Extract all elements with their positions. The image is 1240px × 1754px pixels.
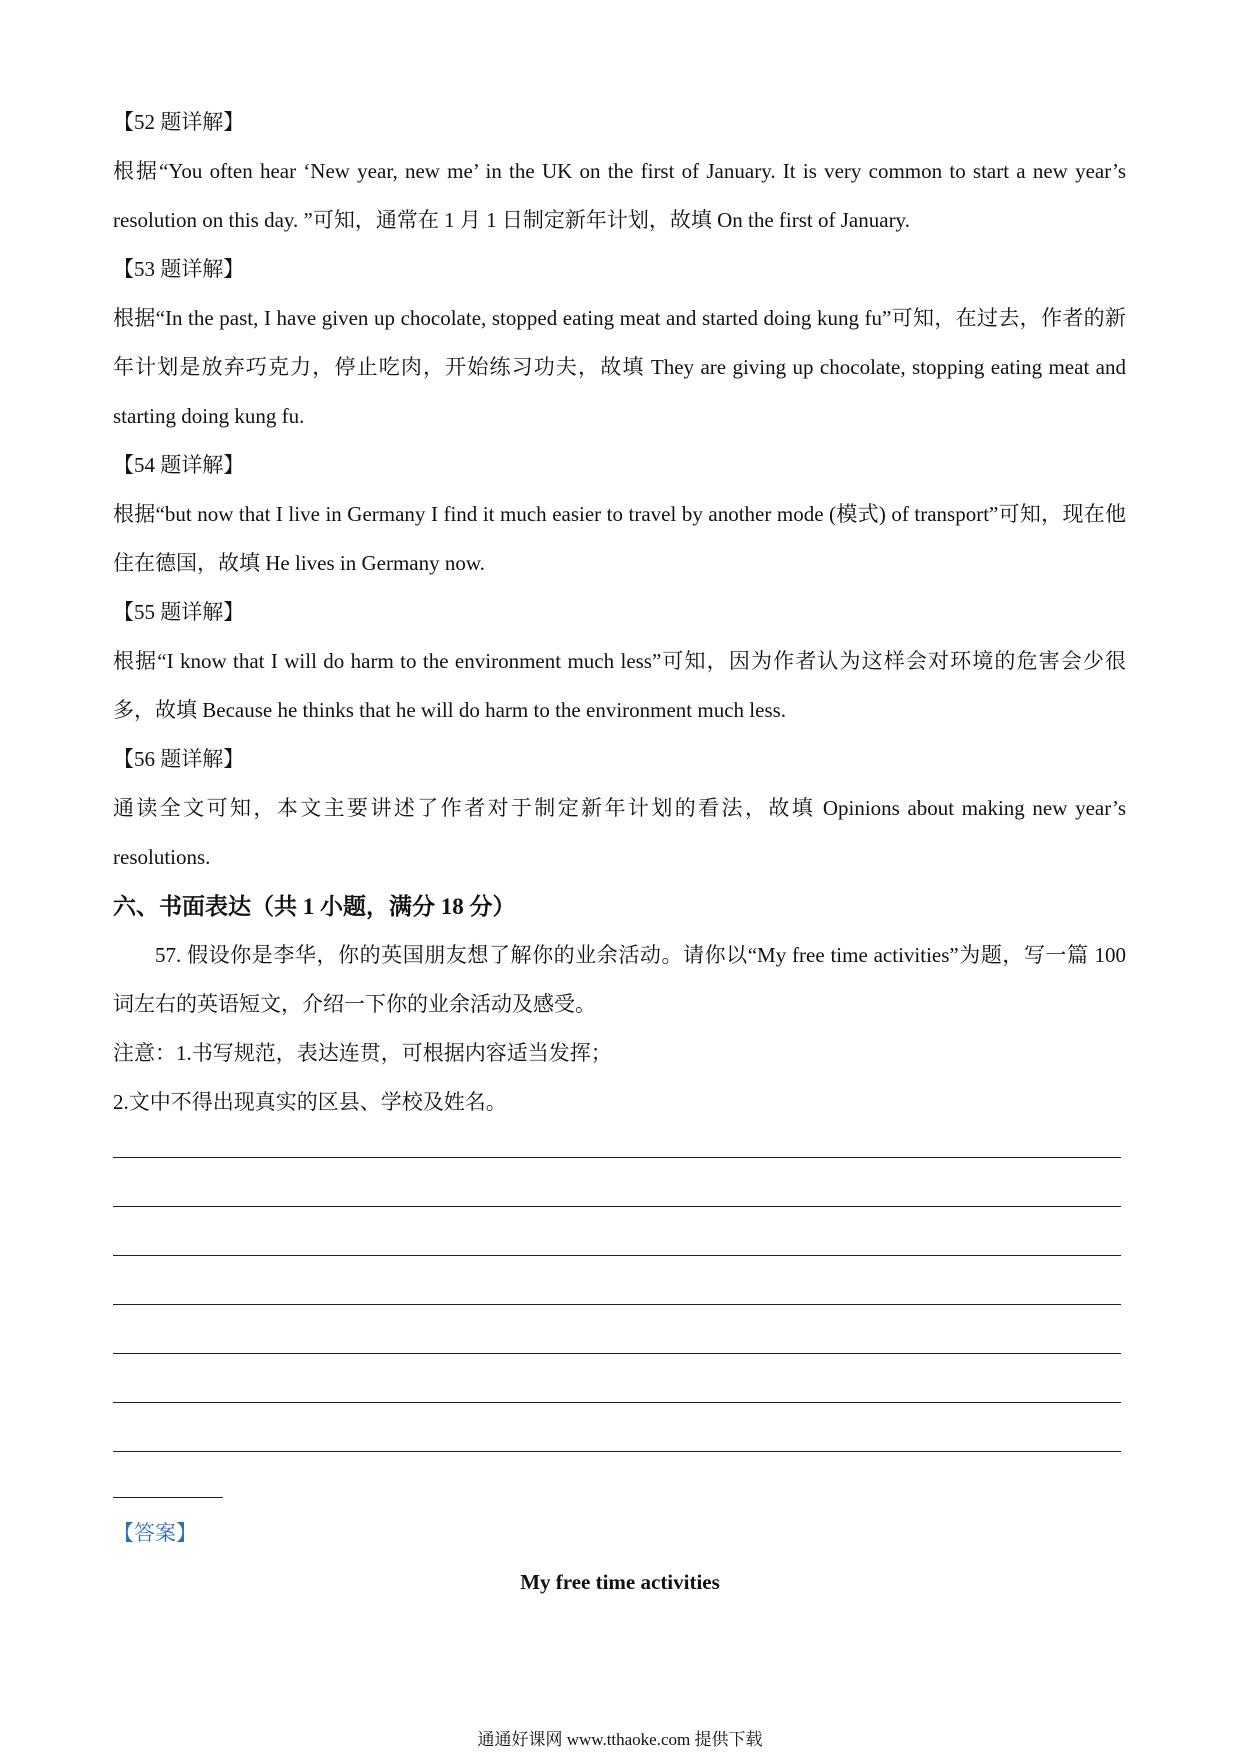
- answer-line: [113, 1207, 1121, 1256]
- answer-line: [113, 1305, 1121, 1354]
- explanations-content: [113, 98, 1126, 1127]
- q52-heading: 【52 题详解】: [113, 110, 245, 134]
- q52-explanation: 根据“You often hear ‘New year, new me’ in the UK on the first of January. It is very common to start a new year’s resolution on this day. ”可知，通常在 1 月 1 日制定新年计划，故填 On the first of January.: [113, 159, 1126, 232]
- answer-line: [113, 1354, 1121, 1403]
- writing-note-2: 2.文中不得出现真实的区县、学校及姓名。: [113, 1090, 507, 1114]
- writing-question: 57. 假设你是李华，你的英国朋友想了解你的业余活动。请你以“My free time activities”为题，写一篇 100 词左右的英语短文，介绍一下你的业余活动及感受。: [113, 943, 1126, 1016]
- q56-explanation: 通读全文可知，本文主要讲述了作者对于制定新年计划的看法，故填 Opinions about making new year’s resolutions.: [113, 796, 1126, 869]
- writing-note-1: 注意：1.书写规范，表达连贯，可根据内容适当发挥；: [113, 1041, 612, 1065]
- q54-heading: 【54 题详解】: [113, 453, 245, 477]
- answer-line: [113, 1403, 1121, 1452]
- writing-answer-lines: [113, 1157, 1121, 1452]
- footnote-divider: [113, 1497, 223, 1498]
- answer-line: [113, 1256, 1121, 1305]
- q55-explanation: 根据“I know that I will do harm to the environment much less”可知，因为作者认为这样会对环境的危害会少很多，故填 Because he thinks that he will do harm to the environment much less.: [113, 649, 1126, 722]
- q55-heading: 【55 题详解】: [113, 600, 245, 624]
- page-footer: 通通好课网 www.tthaoke.com 提供下载: [477, 1730, 763, 1749]
- q53-explanation: 根据“In the past, I have given up chocolate, stopped eating meat and started doing kung fu”可知，在过去，作者的新年计划是放弃巧克力，停止吃肉，开始练习功夫，故填 They are giving up chocolate, stopping eating meat and starting doing kung fu.: [113, 306, 1126, 428]
- answer-label: 【答案】: [113, 1521, 197, 1545]
- essay-title: My free time activities: [520, 1570, 720, 1594]
- q56-heading: 【56 题详解】: [113, 747, 245, 771]
- q54-explanation: 根据“but now that I live in Germany I find it much easier to travel by another mode (模式) of transport”可知，现在他住在德国，故填 He lives in Germany now.: [113, 502, 1126, 575]
- writing-section-title: 六、书面表达（共 1 小题，满分 18 分）: [113, 894, 516, 919]
- q53-heading: 【53 题详解】: [113, 257, 245, 281]
- answer-line: [113, 1158, 1121, 1207]
